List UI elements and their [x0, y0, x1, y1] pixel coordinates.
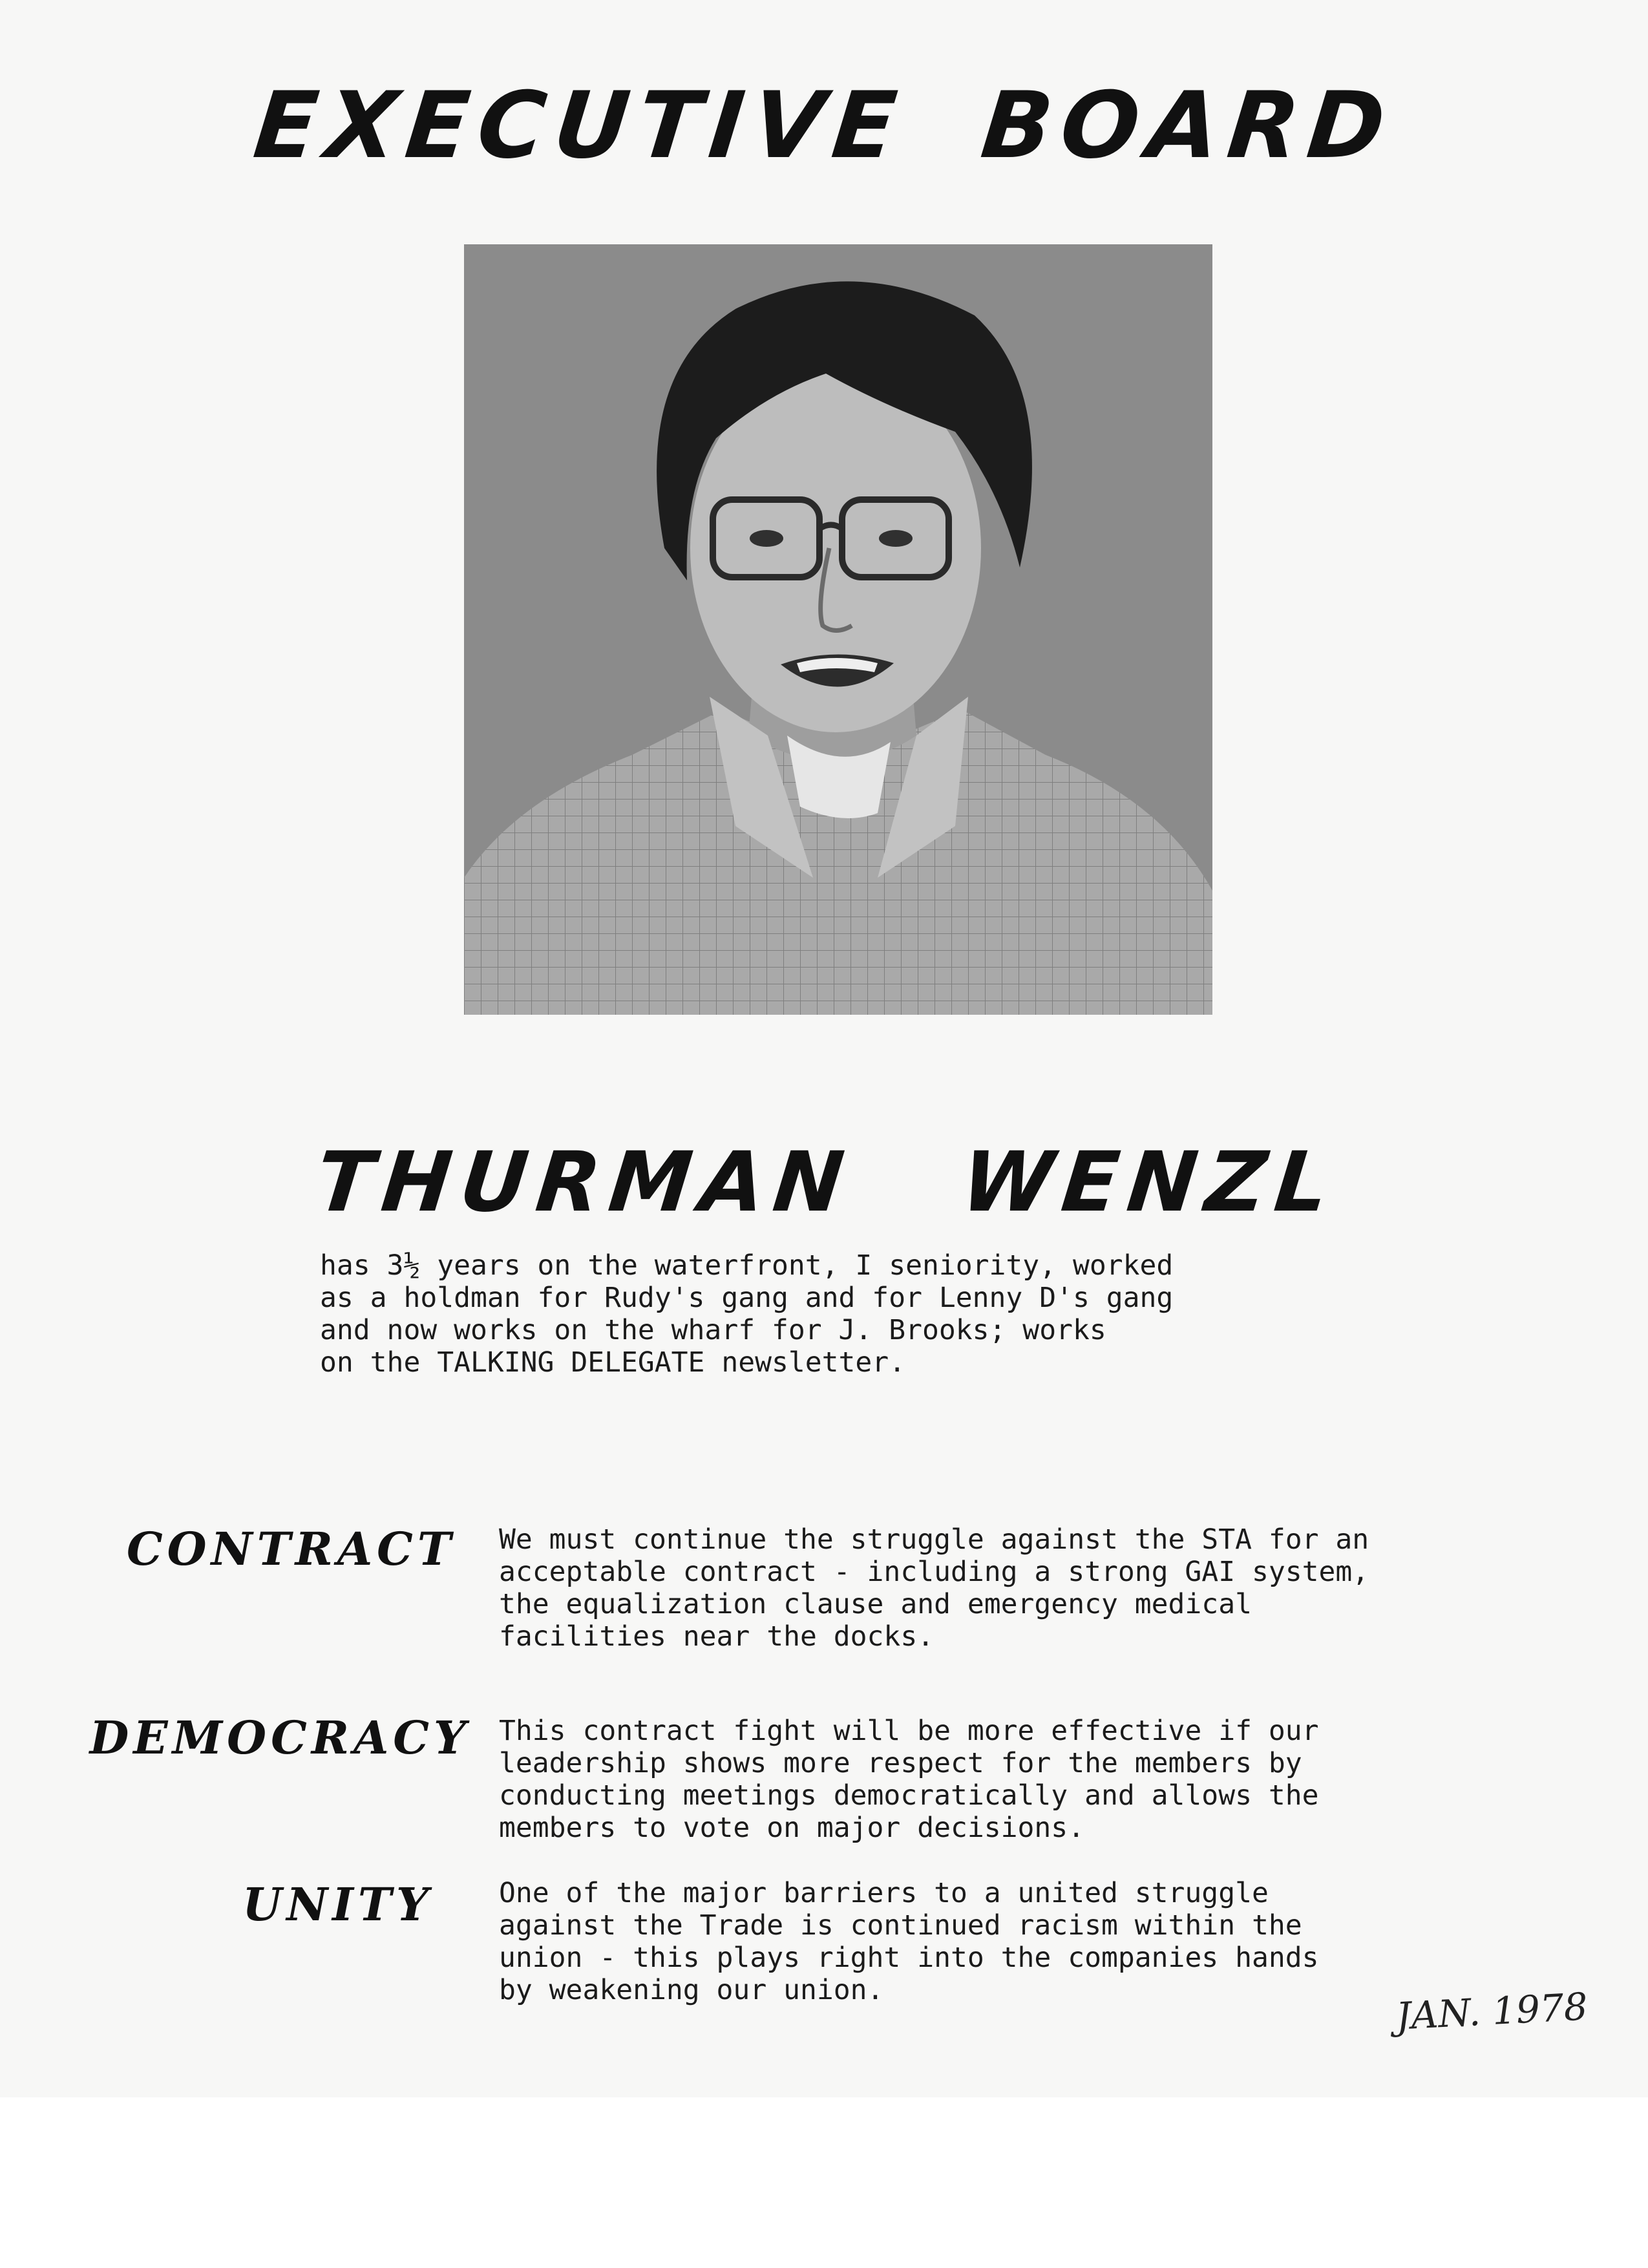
- text-line: against the Trade is continued racism within the: [499, 1909, 1302, 1942]
- text-line: conducting meetings democratically and allows the: [499, 1779, 1319, 1812]
- text-line: union - this plays right into the companies hands: [499, 1942, 1319, 1974]
- page-title: [0, 72, 1648, 179]
- candidate-last-name: WENZL: [956, 1134, 1342, 1231]
- section-text-democracy: [499, 1715, 1546, 1844]
- bio-line: and now works on the wharf for J. Brooks; works: [320, 1314, 1106, 1346]
- candidate-bio: [320, 1249, 1328, 1379]
- bio-line: as a holdman for Rudy's gang and for Lenny D's gang: [320, 1282, 1174, 1314]
- section-text-unity: [499, 1877, 1546, 2006]
- section-heading-unity: UNITY: [242, 1878, 433, 1931]
- text-line: by weakening our union.: [499, 1974, 884, 2006]
- candidate-name: [312, 1134, 1342, 1231]
- text-line: One of the major barriers to a united struggle: [499, 1877, 1269, 1909]
- text-line: We must continue the struggle against the STA for an: [499, 1523, 1369, 1556]
- bio-line: has 3½ years on the waterfront, I seniority, worked: [320, 1249, 1174, 1282]
- section-heading-democracy: DEMOCRACY: [89, 1711, 470, 1765]
- text-line: facilities near the docks.: [499, 1620, 935, 1653]
- text-line: This contract fight will be more effective if our: [499, 1715, 1319, 1747]
- portrait-illustration: [464, 244, 1212, 1015]
- text-line: leadership shows more respect for the members by: [499, 1747, 1302, 1779]
- candidate-photo: [464, 244, 1212, 1015]
- page-bottom-margin: [0, 2097, 1648, 2268]
- title-word-1: EXECUTIVE: [249, 72, 911, 179]
- text-line: the equalization clause and emergency medical: [499, 1588, 1252, 1620]
- text-line: members to vote on major decisions.: [499, 1812, 1085, 1844]
- text-line: acceptable contract - including a strong GAI system,: [499, 1556, 1369, 1588]
- bio-line: on the TALKING DELEGATE newsletter.: [320, 1346, 906, 1379]
- title-word-2: BOARD: [977, 72, 1399, 179]
- section-heading-contract: CONTRACT: [126, 1522, 456, 1576]
- section-text-contract: [499, 1523, 1546, 1653]
- candidate-first-name: THURMAN: [312, 1134, 858, 1231]
- handwritten-date: JAN. 1978: [1395, 1984, 1589, 2039]
